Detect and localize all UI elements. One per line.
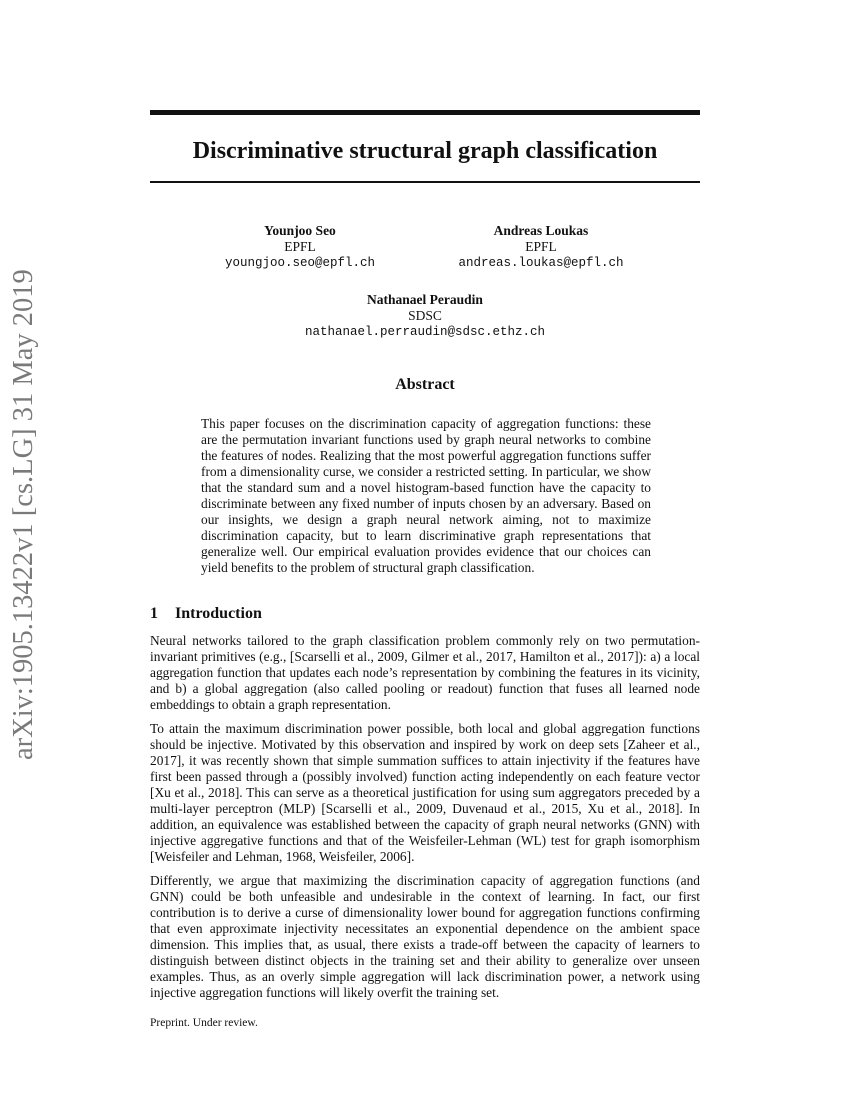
author-email: andreas.loukas@epfl.ch bbox=[458, 256, 624, 270]
body-paragraph: To attain the maximum discrimination power possible, both local and global aggregation functions should be injective. Motivated by this observation and inspired by work on deep sets [Zaheer et al., 2017], it was recently shown that simple summation suffices to attain injectivity if the features have first been passed through a (possibly involved) function acting independently on each feature vector [Xu et al., 2018]. This can serve as a theoretical justification for using sum aggregators preceded by a multi-layer perceptron (MLP) [Scarselli et al., 2009, Duvenaud et al., 2015, Xu et al., 2018]. In addition, an equivalence was established between the capacity of graph neural networks (GNN) with injective aggregative functions and that of the Weisfeiler-Lehman (WL) test for graph isomorphism [Weisfeiler and Lehman, 1968, Weisfeiler, 2006]. bbox=[150, 721, 700, 864]
title-rule-bottom bbox=[150, 181, 700, 183]
abstract-text: This paper focuses on the discrimination capacity of aggregation functions: these are the permutation invariant functions used by graph neural networks to combine the features of nodes. Realizing that the most powerful aggregation functions suffer from a dimensionality curse, we consider a restricted setting. In particular, we show that the standard sum and a novel histogram-based function have the capacity to discriminate between any fixed number of inputs chosen by an adversary. Based on our insights, we design a graph neural network aiming, not to maximize discrimination capacity, but to learn discriminative graph representations that generalize well. Our empirical evaluation provides evidence that our choices can yield benefits to the problem of structural graph classification. bbox=[201, 416, 651, 575]
author-name: Younjoo Seo bbox=[264, 223, 336, 238]
section-title: Introduction bbox=[175, 605, 262, 622]
section-heading bbox=[150, 605, 262, 623]
author-affiliation: SDSC bbox=[408, 308, 442, 323]
paper-title: Discriminative structural graph classification bbox=[192, 138, 658, 164]
author-affiliation: EPFL bbox=[284, 239, 316, 254]
author-affiliation: EPFL bbox=[525, 239, 557, 254]
author-name: Andreas Loukas bbox=[493, 223, 589, 238]
preprint-footnote: Preprint. Under review. bbox=[150, 1017, 258, 1029]
body-paragraph: Neural networks tailored to the graph classification problem commonly rely on two permutation-invariant primitives (e.g., [Scarselli et al., 2009, Gilmer et al., 2017, Hamilton et al., 2017]): a) a local aggregation function that updates each node’s representation by combining the features in its vicinity, and b) a global aggregation (also called pooling or readout) function that fuses all learned node embeddings to obtain a graph representation. bbox=[150, 633, 700, 712]
section-body bbox=[150, 633, 700, 1009]
arxiv-identifier: arXiv:1905.13422v1 [cs.LG] 31 May 2019 bbox=[8, 269, 39, 760]
section-number: 1 bbox=[150, 605, 158, 622]
author-name: Nathanael Peraudin bbox=[367, 292, 483, 307]
author-email: nathanael.perraudin@sdsc.ethz.ch bbox=[305, 325, 546, 339]
author-block bbox=[305, 292, 545, 340]
author-block bbox=[180, 223, 420, 271]
abstract-heading: Abstract bbox=[395, 376, 455, 393]
body-paragraph: Differently, we argue that maximizing the discrimination capacity of aggregation functions (and GNN) could be both unfeasible and undesirable in the context of learning. In fact, our first contribution is to derive a curse of dimensionality lower bound for aggregation functions confirming that even approximate injectivity necessitates an exponential dependence on the ambient space dimension. This implies that, as usual, there exists a trade-off between the capacity of learners to distinguish between distinct objects in the training set and their ability to generalize over unseen examples. Thus, as an overly simple aggregation will lack discrimination power, a network using injective aggregation functions will likely overfit the training set. bbox=[150, 873, 700, 1000]
arxiv-sidebar bbox=[0, 0, 70, 1100]
title-rule-top bbox=[150, 110, 700, 115]
author-block bbox=[421, 223, 661, 271]
author-email: youngjoo.seo@epfl.ch bbox=[224, 256, 376, 270]
